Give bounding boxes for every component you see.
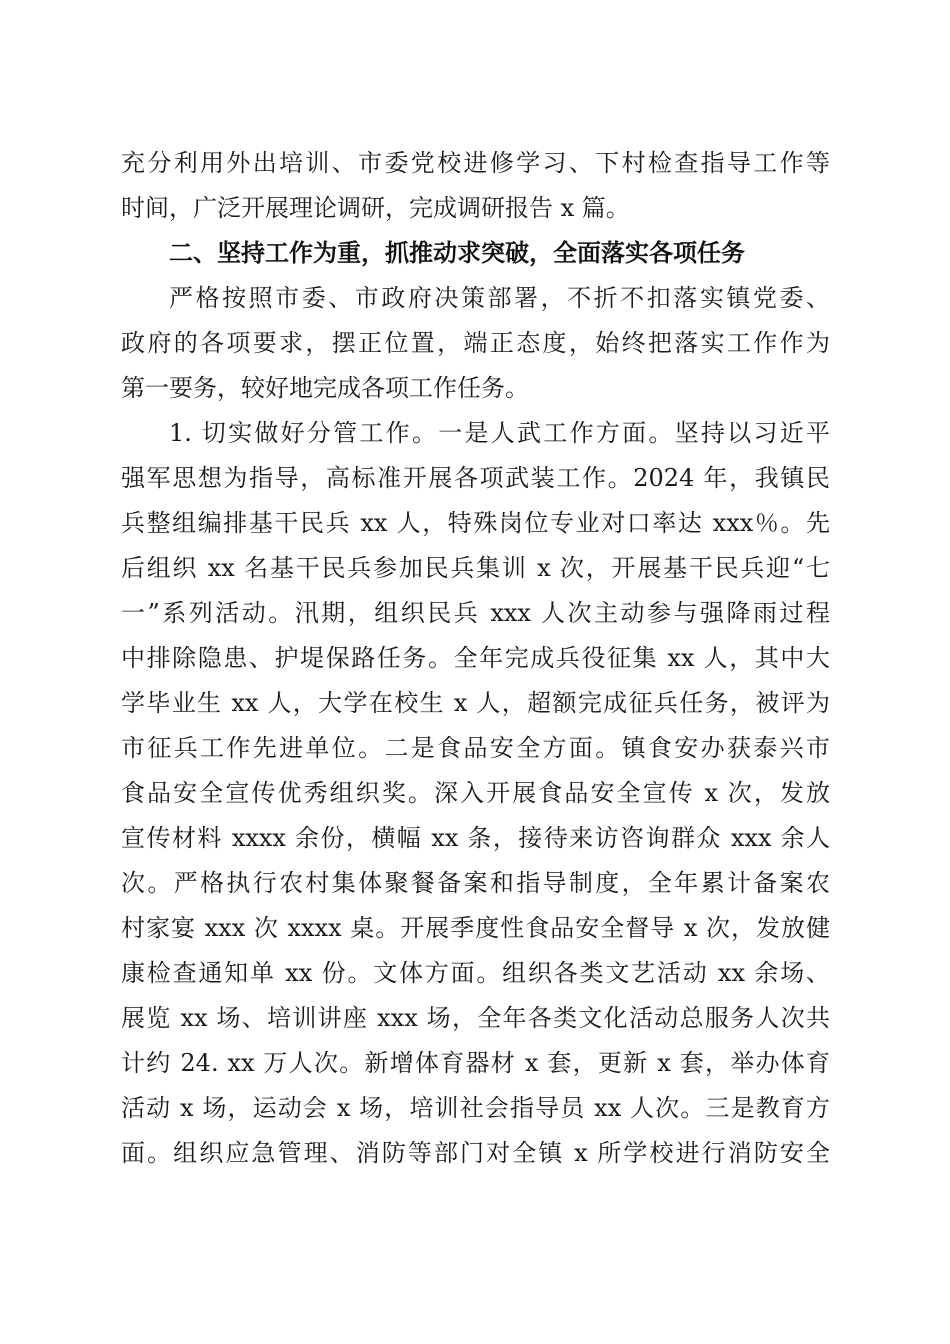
paragraph-line: 面。组织应急管理、消防等部门对全镇 x 所学校进行消防安全 <box>121 1139 830 1167</box>
paragraph-line: 充分利用外出培训、市委党校进修学习、下村检查指导工作等 <box>121 149 830 177</box>
paragraph-line: 宣传材料 xxxx 余份，横幅 xx 条，接待来访咨询群众 xxx 余人 <box>121 824 830 852</box>
paragraph-line: 学毕业生 xx 人，大学在校生 x 人，超额完成征兵任务，被评为 <box>121 689 830 717</box>
paragraph-line: 时间，广泛开展理论调研，完成调研报告 x 篇。 <box>121 194 630 222</box>
paragraph-line: 食品安全宣传优秀组织奖。深入开展食品安全宣传 x 次，发放 <box>121 779 830 807</box>
paragraph-line: 康检查通知单 xx 份。文体方面。组织各类文艺活动 xx 余场、 <box>121 959 830 987</box>
paragraph-line: 后组织 xx 名基干民兵参加民兵集训 x 次，开展基干民兵迎“七 <box>121 554 830 582</box>
paragraph-line: 市征兵工作先进单位。二是食品安全方面。镇食安办获泰兴市 <box>121 734 830 762</box>
paragraph-line: 活动 x 场，运动会 x 场，培训社会指导员 xx 人次。三是教育方 <box>121 1094 830 1122</box>
paragraph-line: 一”系列活动。汛期，组织民兵 xxx 人次主动参与强降雨过程 <box>121 599 830 627</box>
paragraph-line: 第一要务，较好地完成各项工作任务。 <box>121 374 529 402</box>
paragraph-line: 次。严格执行农村集体聚餐备案和指导制度，全年累计备案农 <box>121 869 830 897</box>
paragraph-line: 兵整组编排基干民兵 xx 人，特殊岗位专业对口率达 xxx％。先 <box>121 509 830 537</box>
paragraph-line: 中排除隐患、护堤保路任务。全年完成兵役征集 xx 人，其中大 <box>121 644 830 672</box>
paragraph-line: 强军思想为指导，高标准开展各项武装工作。2024 年，我镇民 <box>121 464 830 492</box>
paragraph-line: 计约 24. xx 万人次。新增体育器材 x 套，更新 x 套，举办体育 <box>121 1049 830 1077</box>
paragraph-line: 展览 xx 场、培训讲座 xxx 场，全年各类文化活动总服务人次共 <box>121 1004 830 1032</box>
paragraph-line: 政府的各项要求，摆正位置，端正态度，始终把落实工作作为 <box>121 329 830 357</box>
paragraph-line: 严格按照市委、市政府决策部署，不折不扣落实镇党委、 <box>169 284 830 312</box>
paragraph-line: 1. 切实做好分管工作。一是人武工作方面。坚持以习近平 <box>169 419 830 447</box>
section-heading: 二、坚持工作为重，抓推动求突破，全面落实各项任务 <box>169 239 745 267</box>
paragraph-line: 村家宴 xxx 次 xxxx 桌。开展季度性食品安全督导 x 次，发放健 <box>121 914 830 942</box>
